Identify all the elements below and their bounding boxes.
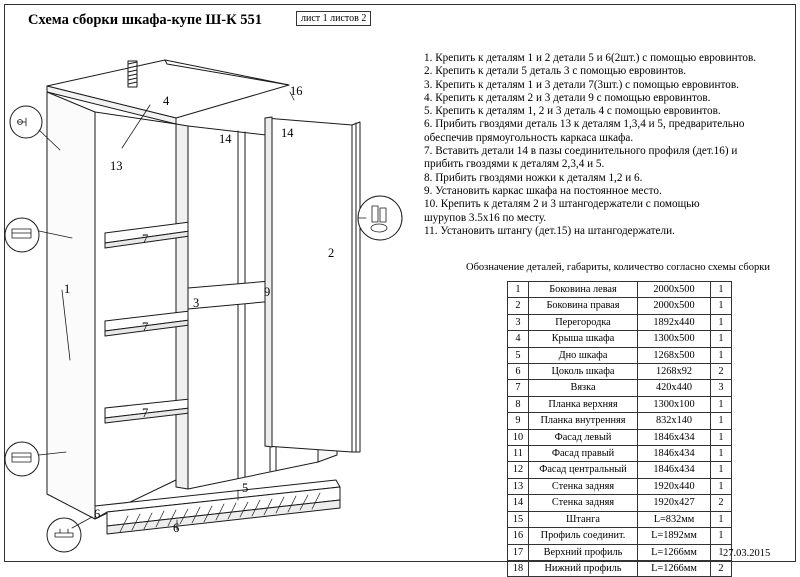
part-number: 5	[508, 347, 529, 363]
part-qty: 1	[711, 347, 732, 363]
parts-table	[507, 281, 732, 577]
part-number: 13	[508, 478, 529, 494]
part-size: 1268х92	[638, 364, 711, 380]
part-name: Стенка задняя	[529, 478, 638, 494]
part-size: L=1266мм	[638, 560, 711, 576]
instruction-step: 7. Вставить детали 14 в пазы соединительного профиля (дет.16) и	[424, 145, 738, 158]
part-size: 1846х434	[638, 462, 711, 478]
part-name: Фасад центральный	[529, 462, 638, 478]
part-number: 16	[508, 528, 529, 544]
table-row	[508, 413, 732, 429]
part-qty: 1	[711, 413, 732, 429]
part-number: 14	[508, 495, 529, 511]
part-number: 18	[508, 560, 529, 576]
table-row	[508, 478, 732, 494]
part-qty: 1	[711, 446, 732, 462]
instruction-step: 2. Крепить к детали 5 деталь 3 с помощью евровинтов.	[424, 65, 687, 78]
part-qty: 1	[711, 511, 732, 527]
table-row	[508, 396, 732, 412]
part-number: 9	[508, 413, 529, 429]
instruction-step: 10. Крепить к деталям 2 и 3 штангодержатели с помощью	[424, 198, 700, 211]
part-name: Планка верхняя	[529, 396, 638, 412]
part-size: 2000х500	[638, 282, 711, 298]
callout-1: 1	[64, 282, 71, 296]
assembly-instructions	[424, 52, 784, 238]
instruction-step: 9. Установить каркас шкафа на постоянное место.	[424, 184, 662, 197]
callout-7-c: 7	[142, 406, 149, 420]
part-size: L=1892мм	[638, 528, 711, 544]
callout-9: 9	[264, 285, 271, 299]
instruction-step: 1. Крепить к деталям 1 и 2 детали 5 и 6(2шт.) с помощью евровинтов.	[424, 52, 757, 64]
part-number: 3	[508, 314, 529, 330]
page-title: Схема сборки шкафа-купе Ш-К 551	[28, 12, 262, 28]
part-qty: 1	[711, 314, 732, 330]
part-qty: 1	[711, 462, 732, 478]
detail-bubble-bottom-left	[5, 442, 39, 476]
roof-fastener	[128, 61, 137, 87]
part-left-side	[47, 92, 95, 519]
callout-6-a: 6	[94, 507, 101, 521]
part-name: Дно шкафа	[529, 347, 638, 363]
instruction-step: 11. Установить штангу (дет.15) на штангодержатели.	[424, 224, 675, 237]
callout-4: 4	[163, 94, 170, 108]
instruction-step: 5. Крепить к деталям 1, 2 и 3 деталь 4 с помощью евровинтов.	[424, 105, 721, 118]
part-name: Фасад левый	[529, 429, 638, 445]
instruction-step: 6. Прибить гвоздями деталь 13 к деталям 1,3,4 и 5, предварительно	[424, 118, 745, 131]
table-row	[508, 364, 732, 380]
part-size: L=1266мм	[638, 544, 711, 560]
instruction-step: 3. Крепить к деталям 1 и 3 детали 7(3шт.) с помощью евровинтов.	[424, 78, 739, 91]
part-number: 12	[508, 462, 529, 478]
part-size: 1268х500	[638, 347, 711, 363]
instruction-step: 4. Крепить к деталям 2 и 3 детали 9 с помощью евровинтов.	[424, 91, 711, 104]
part-number: 2	[508, 298, 529, 314]
part-connector-profile-16	[352, 122, 360, 452]
table-row	[508, 495, 732, 511]
part-name: Верхний профиль	[529, 544, 638, 560]
table-row	[508, 528, 732, 544]
part-name: Стенка задняя	[529, 495, 638, 511]
part-name: Вязка	[529, 380, 638, 396]
part-name: Перегородка	[529, 314, 638, 330]
part-number: 10	[508, 429, 529, 445]
part-number: 7	[508, 380, 529, 396]
part-size: 1920х427	[638, 495, 711, 511]
part-qty: 1	[711, 282, 732, 298]
part-name: Профиль соединит.	[529, 528, 638, 544]
part-name: Нижний профиль	[529, 560, 638, 576]
part-size: 1892х440	[638, 314, 711, 330]
part-name: Штанга	[529, 511, 638, 527]
part-number: 8	[508, 396, 529, 412]
part-qty: 3	[711, 380, 732, 396]
part-number: 4	[508, 331, 529, 347]
table-row	[508, 511, 732, 527]
instruction-step: прибить гвоздями к деталям 2,3,4 и 5.	[424, 158, 605, 171]
part-qty: 1	[711, 298, 732, 314]
table-row	[508, 446, 732, 462]
callout-16: 16	[290, 84, 303, 98]
part-qty: 2	[711, 495, 732, 511]
document-date: 27.03.2015	[723, 548, 771, 559]
part-size: 420х440	[638, 380, 711, 396]
part-partition	[176, 124, 188, 489]
part-qty: 1	[711, 429, 732, 445]
part-qty: 1	[711, 331, 732, 347]
table-row	[508, 380, 732, 396]
detail-bubble-mid-left	[5, 218, 39, 252]
callout-5: 5	[242, 481, 249, 495]
table-row	[508, 429, 732, 445]
part-qty: 1	[711, 528, 732, 544]
table-row	[508, 282, 732, 298]
part-name: Крыша шкафа	[529, 331, 638, 347]
part-number: 1	[508, 282, 529, 298]
part-name: Планка внутренняя	[529, 413, 638, 429]
callout-3: 3	[193, 296, 200, 310]
table-row	[508, 347, 732, 363]
part-qty: 1	[711, 396, 732, 412]
part-number: 6	[508, 364, 529, 380]
part-qty: 1	[711, 544, 732, 560]
callout-14-a: 14	[219, 132, 232, 146]
detail-bubble-bottom-foot	[47, 518, 81, 552]
part-number: 11	[508, 446, 529, 462]
callout-14-b: 14	[281, 126, 294, 140]
part-size: 1920х440	[638, 478, 711, 494]
callout-6-b: 6	[173, 521, 180, 535]
table-row	[508, 314, 732, 330]
detail-bubble-top-left	[10, 106, 42, 138]
part-name: Фасад правый	[529, 446, 638, 462]
part-qty: 1	[711, 478, 732, 494]
table-row	[508, 560, 732, 576]
table-row	[508, 331, 732, 347]
instruction-step: 8. Прибить гвоздями ножки к деталям 1,2 и 6.	[424, 171, 643, 184]
callout-7-b: 7	[142, 320, 149, 334]
part-back-wall-14	[265, 117, 352, 452]
part-qty: 2	[711, 560, 732, 576]
callout-13: 13	[110, 159, 123, 173]
part-size: 1846х434	[638, 446, 711, 462]
instruction-step: обеспечив прямоугольность каркаса шкафа.	[424, 131, 634, 144]
sheet-counter: лист 1 листов 2	[296, 11, 371, 26]
callout-7-a: 7	[142, 232, 149, 246]
part-qty: 2	[711, 364, 732, 380]
part-number: 15	[508, 511, 529, 527]
table-row	[508, 298, 732, 314]
part-name: Цоколь шкафа	[529, 364, 638, 380]
part-size: 1300х100	[638, 396, 711, 412]
part-name: Боковина правая	[529, 298, 638, 314]
part-number: 17	[508, 544, 529, 560]
parts-table-caption: Обозначение деталей, габариты, количество согласно схемы сборки	[466, 262, 770, 273]
part-size: L=832мм	[638, 511, 711, 527]
table-row	[508, 462, 732, 478]
callout-2: 2	[328, 246, 335, 260]
part-size: 832х140	[638, 413, 711, 429]
table-row	[508, 544, 732, 560]
part-size: 1846х434	[638, 429, 711, 445]
part-size: 2000х500	[638, 298, 711, 314]
instruction-step: шурупов 3.5х16 по месту.	[424, 211, 547, 224]
part-size: 1300х500	[638, 331, 711, 347]
part-name: Боковина левая	[529, 282, 638, 298]
